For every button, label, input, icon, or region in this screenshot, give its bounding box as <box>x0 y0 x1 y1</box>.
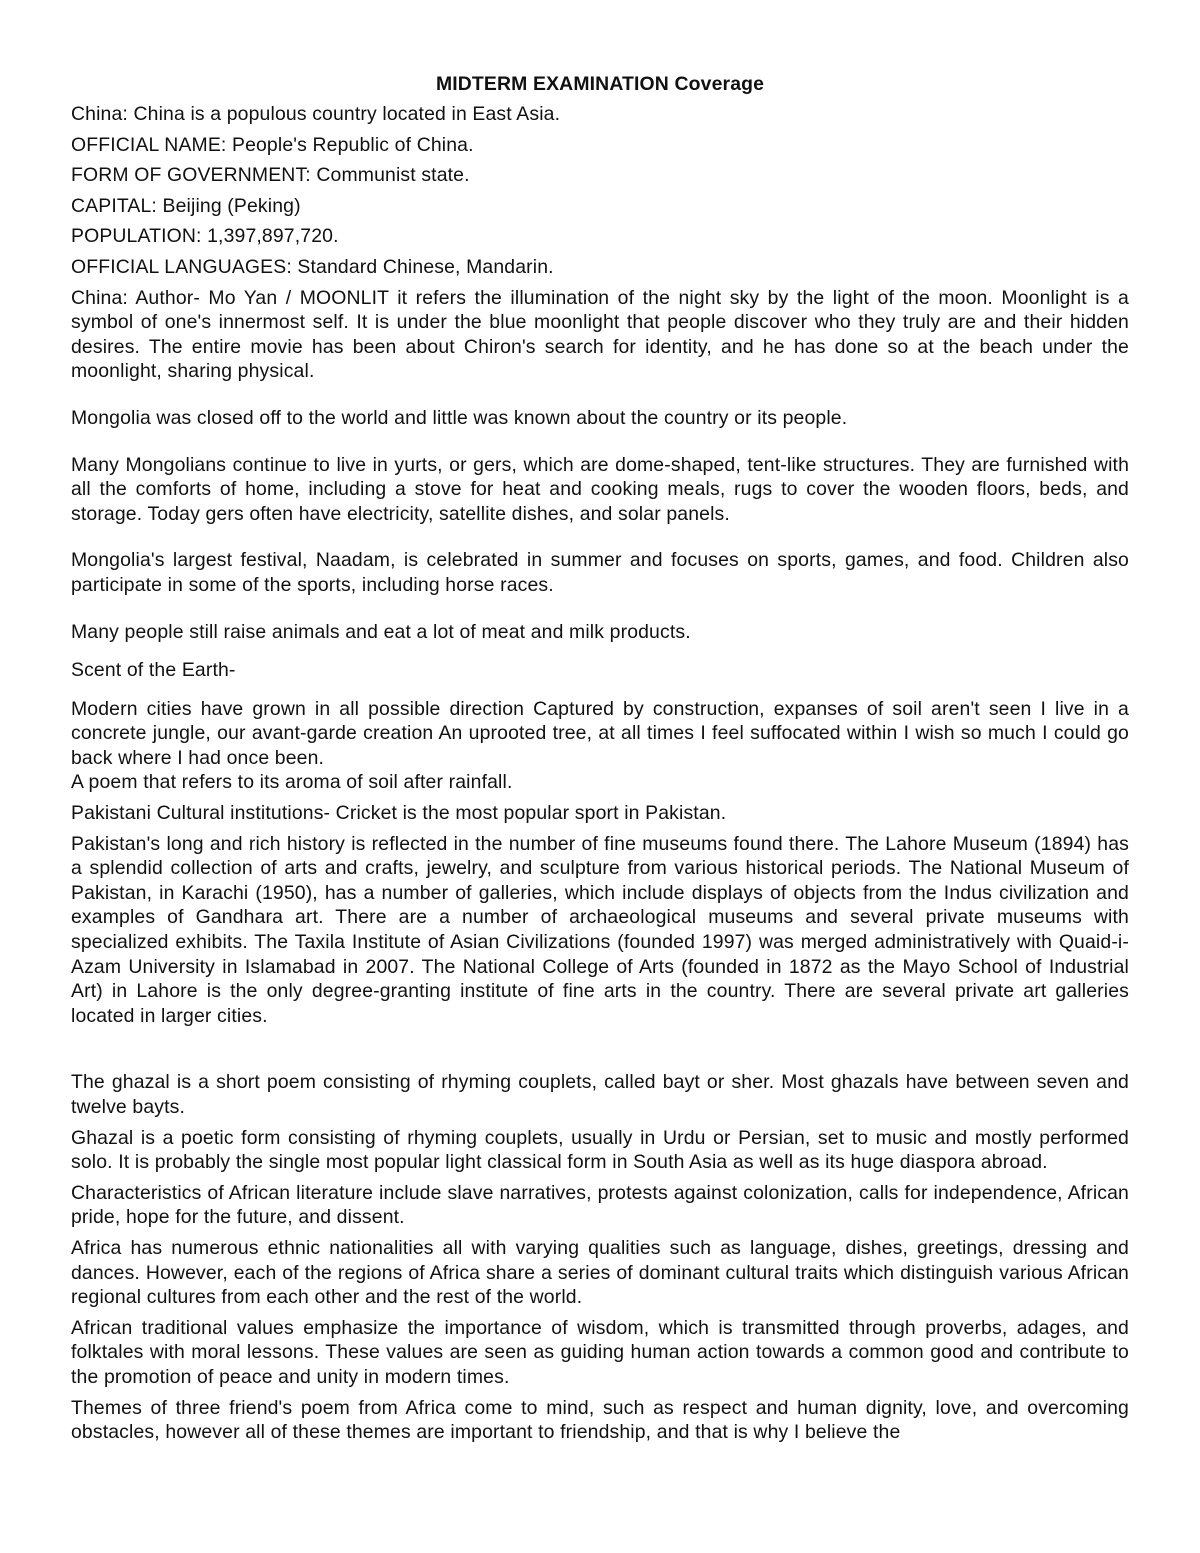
african-literature-paragraph: Characteristics of African literature include slave narratives, protests against colonization, calls for independence, African pride, hope for the future, and dissent. <box>71 1181 1129 1229</box>
government-line: FORM OF GOVERNMENT: Communist state. <box>71 164 470 187</box>
ghazal-short-paragraph: The ghazal is a short poem consisting of rhyming couplets, called bayt or sher. Most ghazals have between seven and twelve bayts. <box>71 1071 1129 1118</box>
pakistan-cricket-line: Pakistani Cultural institutions- Cricket is the most popular sport in Pakistan. <box>71 802 727 825</box>
mongolia-closed-paragraph: Mongolia was closed off to the world and little was known about the country or its people. <box>71 406 848 429</box>
poem-aroma-line: A poem that refers to its aroma of soil after rainfall. <box>71 771 513 794</box>
modern-cities-paragraph: Modern cities have grown in all possible direction Captured by construction, expanses of soil aren't seen I live in a concrete jungle, our avant-garde creation An uprooted tree, at all times I feel suffocated within I wish so much I could go back where I had once been. <box>71 697 1129 769</box>
scent-heading: Scent of the Earth- <box>71 659 236 682</box>
capital-line: CAPITAL: Beijing (Peking) <box>71 194 301 217</box>
moonlit-paragraph: China: Author- Mo Yan / MOONLIT it refers the illumination of the night sky by the light of the moon. Moonlight is a symbol of one's innermost self. It is under the blue moonlight that people discover who they truly are and their hidden desires. The entire movie has been about Chiron's search for identity, and he has done so at the beach under the moonlight, sharing physical. <box>71 286 1129 383</box>
languages-line: OFFICIAL LANGUAGES: Standard Chinese, Mandarin. <box>71 255 554 278</box>
friends-poem-paragraph: Themes of three friend's poem from Africa come to mind, such as respect and human dignity, love, and overcoming obstacles, however all of these themes are important to friendship, and that is why I believe the <box>71 1396 1129 1444</box>
ghazal-form-paragraph: Ghazal is a poetic form consisting of rhyming couplets, usually in Urdu or Persian, set to music and mostly performed solo. It is probably the single most popular light classical form in South Asia as well as its huge diaspora abroad. <box>71 1126 1129 1174</box>
africa-ethnic-paragraph: Africa has numerous ethnic nationalities all with varying qualities such as language, dishes, greetings, dressing and dances. However, each of the regions of Africa share a series of dominant cultural traits which distinguish various African regional cultures from each other and the rest of the world. <box>71 1236 1129 1309</box>
page-title: MIDTERM EXAMINATION Coverage <box>435 73 765 95</box>
pakistan-museums-paragraph: Pakistan's long and rich history is reflected in the number of fine museums found there. The Lahore Museum (1894) has a splendid collection of arts and crafts, jewelry, and sculpture from various historical periods. The National Museum of Pakistan, in Karachi (1950), has a number of galleries, which include displays of objects from the Indus civilization and examples of Gandhara art. There are a number of archaeological museums and several private museums with specialized exhibits. The Taxila Institute of Asian Civilizations (founded 1997) was merged administratively with Quaid-i-Azam University in Islamabad in 2007. The National College of Arts (founded in 1872 as the Mayo School of Industrial Art) in Lahore is the only degree-granting institute of fine arts in the country. There are several private art galleries located in larger cities. <box>71 832 1129 1027</box>
china-intro-line: China: China is a populous country located in East Asia. <box>71 103 561 125</box>
population-line: POPULATION: 1,397,897,720. <box>71 225 339 248</box>
mongolia-yurts-paragraph: Many Mongolians continue to live in yurts, or gers, which are dome-shaped, tent-like structures. They are furnished with all the comforts of home, including a stove for heat and cooking meals, rugs to cover the wooden floors, beds, and storage. Today gers often have electricity, satellite dishes, and solar panels. <box>71 453 1129 525</box>
naadam-paragraph: Mongolia's largest festival, Naadam, is celebrated in summer and focuses on sports, games, and food. Children also participate in some of the sports, including horse races. <box>71 549 1129 596</box>
african-values-paragraph: African traditional values emphasize the importance of wisdom, which is transmitted through proverbs, adages, and folktales with moral lessons. These values are seen as guiding human action towards a common good and contribute to the promotion of peace and unity in modern times. <box>71 1316 1129 1388</box>
official-name-line: OFFICIAL NAME: People's Republic of China. <box>71 133 474 156</box>
animals-paragraph: Many people still raise animals and eat a lot of meat and milk products. <box>71 620 691 643</box>
